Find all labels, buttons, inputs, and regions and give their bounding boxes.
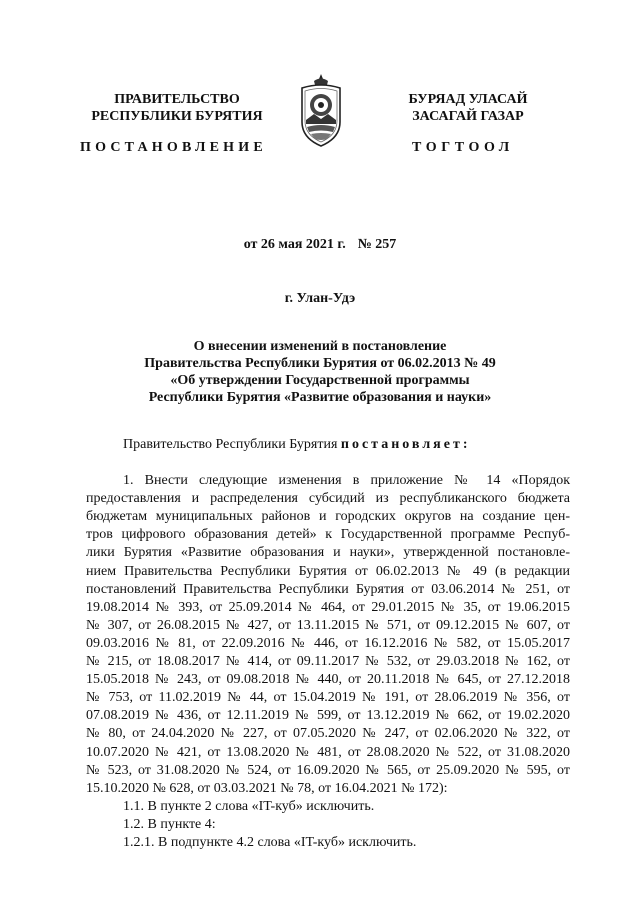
document-kind-russian: ПОСТАНОВЛЕНИЕ: [80, 140, 267, 155]
paragraph-line: № 753, от 11.02.2019 № 44, от 15.04.2019 № 191, от 28.06.2019 № 356, от: [86, 690, 570, 706]
paragraph-line: № 215, от 18.08.2017 № 414, от 09.11.2017 № 532, от 29.03.2018 № 162, от: [86, 654, 570, 670]
document-city: г. Улан-Удэ: [284, 291, 356, 306]
document-body: [86, 436, 570, 852]
paragraph-gap: [86, 454, 570, 472]
paragraph-1: [86, 472, 570, 798]
header-left-line: ПРАВИТЕЛЬСТВО: [114, 92, 240, 107]
paragraph-line: 19.08.2014 № 393, от 25.09.2014 № 464, от 29.01.2015 № 35, от 19.06.2015: [86, 599, 570, 615]
document-title: [100, 338, 540, 406]
paragraph-line: бюджетам муниципальных районов и городских округов на создание цен-: [86, 509, 570, 525]
paragraph-line: тров цифрового образования детей» к Государственной программе Респуб-: [86, 527, 570, 543]
paragraph-line: 15.10.2020 № 628, от 03.03.2021 № 78, от 16.04.2021 № 172):: [86, 780, 448, 796]
title-line: О внесении изменений в постановление: [193, 339, 447, 354]
preamble-text: Правительство Республики Бурятия: [123, 437, 338, 452]
emblem-graphic: [296, 72, 346, 150]
header-right-line: ЗАСАГАЙ ГАЗАР: [412, 109, 524, 124]
preamble: [86, 436, 570, 454]
title-line: Правительства Республики Бурятия от 06.02.2013 № 49: [144, 356, 496, 371]
paragraph-line: постановлений Правительства Республики Бурятия от 03.06.2014 № 251, от: [86, 581, 570, 597]
item-1-1: 1.1. В пункте 2 слова «IT-куб» исключить.: [123, 798, 375, 814]
paragraph-line: 09.03.2016 № 81, от 22.09.2016 № 446, от 16.12.2016 № 582, от 15.05.2017: [86, 635, 570, 651]
document-date: от 26 мая 2021 г.: [243, 237, 346, 252]
document-number: № 257: [357, 237, 397, 252]
header-left: [86, 91, 268, 125]
paragraph-line: 1. Внести следующие изменения в приложение № 14 «Порядок: [123, 473, 570, 489]
header-right-line: БУРЯАД УЛАСАЙ: [408, 92, 528, 107]
header-left-line: РЕСПУБЛИКИ БУРЯТИЯ: [91, 109, 263, 124]
title-line: «Об утверждении Государственной программы: [170, 373, 470, 388]
document-kind-buryat: ТОГТООЛ: [412, 140, 514, 155]
item-1-2-1: 1.2.1. В подпункте 4.2 слова «IT-куб» исключить.: [123, 834, 417, 850]
paragraph-line: 15.05.2018 № 243, от 09.08.2018 № 440, от 20.11.2018 № 645, от 27.12.2018: [86, 672, 570, 688]
paragraph-line: предоставления и распределения субсидий из республиканского бюджета: [86, 491, 570, 507]
date-number-line: [0, 237, 640, 253]
preamble-verb: постановляет:: [340, 437, 471, 452]
paragraph-line: лики Бурятия «Развитие образования и науки», утвержденной постановле-: [86, 545, 570, 561]
paragraph-line: № 523, от 31.08.2020 № 524, от 16.09.2020 № 565, от 25.09.2020 № 595, от: [86, 762, 570, 778]
title-line: Республики Бурятия «Развитие образования и науки»: [148, 390, 492, 405]
paragraph-line: нием Правительства Республики Бурятия от 06.02.2013 № 49 (в редакции: [86, 563, 570, 579]
paragraph-line: 10.07.2020 № 421, от 13.08.2020 № 481, от 28.08.2020 № 522, от 31.08.2020: [86, 744, 570, 760]
item-1-2: 1.2. В пункте 4:: [123, 816, 216, 832]
header-right: [386, 91, 550, 125]
paragraph-line: № 80, от 24.04.2020 № 227, от 07.05.2020 № 247, от 02.06.2020 № 322, от: [86, 726, 570, 742]
buryatia-coat-of-arms-icon: [296, 72, 346, 150]
paragraph-line: № 307, от 26.08.2015 № 427, от 13.11.2015 № 571, от 09.12.2015 № 607, от: [86, 617, 570, 633]
paragraph-line: 07.08.2019 № 436, от 12.11.2019 № 599, от 13.12.2019 № 662, от 19.02.2020: [86, 708, 570, 724]
